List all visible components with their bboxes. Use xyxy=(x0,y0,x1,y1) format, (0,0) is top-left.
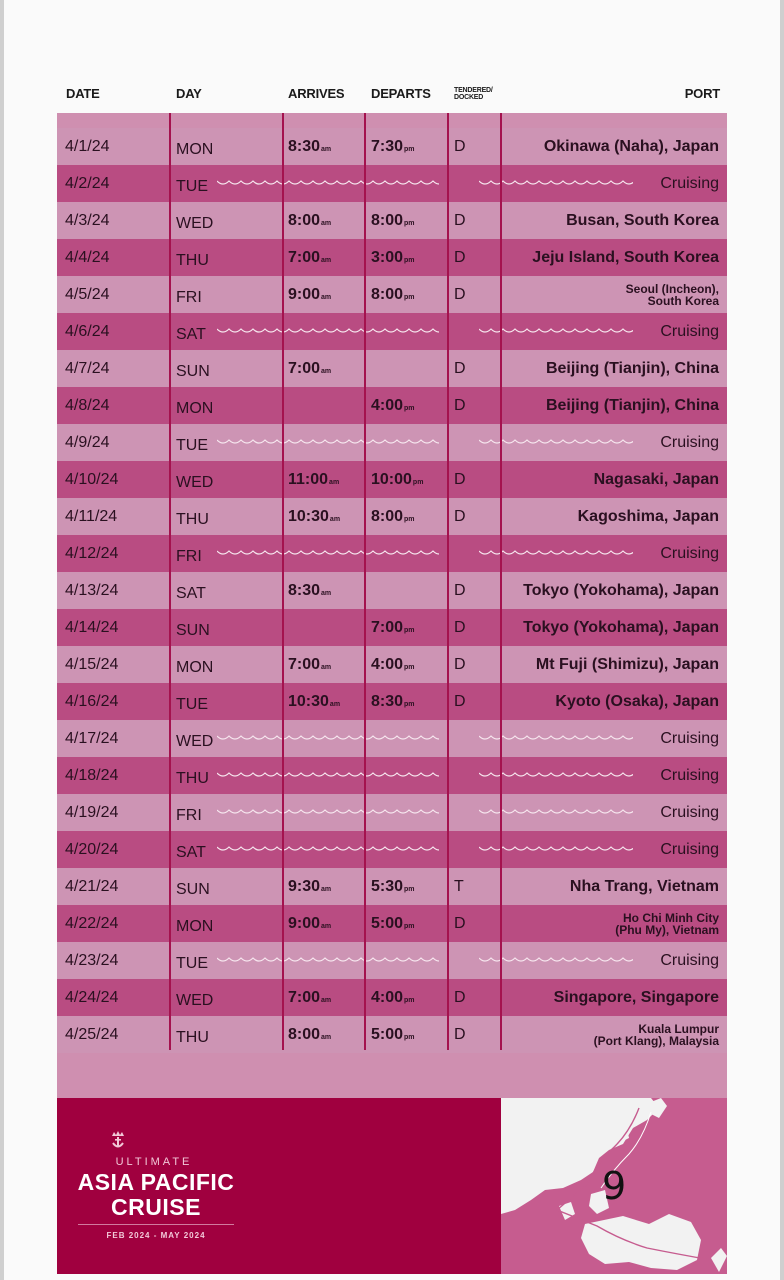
row-date: 4/3/24 xyxy=(65,212,110,229)
itinerary-row xyxy=(57,387,727,424)
cruising-wave xyxy=(217,177,439,187)
row-departs xyxy=(371,461,423,498)
row-day: MON xyxy=(176,918,214,935)
row-day: THU xyxy=(176,252,209,269)
depart-time: 3:00 xyxy=(371,249,404,266)
row-date: 4/6/24 xyxy=(65,323,110,340)
depart-time: 7:30 xyxy=(371,138,404,155)
row-day: WED xyxy=(176,215,214,232)
arrive-time: 7:00 xyxy=(288,249,321,266)
arrive-time: 9:00 xyxy=(288,915,321,932)
cruising-wave xyxy=(479,436,633,446)
row-port: Cruising xyxy=(660,804,719,821)
column-divider-port xyxy=(500,113,502,1050)
depart-time: 7:00 xyxy=(371,619,404,636)
row-day: SUN xyxy=(176,622,210,639)
depart-ampm: pm xyxy=(404,1034,415,1041)
depart-ampm: pm xyxy=(404,886,415,893)
row-tendered-docked: D xyxy=(454,249,466,266)
row-port: Singapore, Singapore xyxy=(553,989,719,1006)
row-date: 4/5/24 xyxy=(65,286,110,303)
row-tendered-docked: D xyxy=(454,656,466,673)
column-divider-tendered xyxy=(447,113,449,1050)
row-tendered-docked: D xyxy=(454,989,466,1006)
itinerary-row xyxy=(57,646,727,683)
header-port: PORT xyxy=(684,86,720,101)
column-divider-day xyxy=(169,113,171,1050)
row-port xyxy=(594,1023,719,1060)
cruising-wave xyxy=(479,732,633,742)
row-day: SAT xyxy=(176,326,206,343)
itinerary-row xyxy=(57,535,727,572)
row-date: 4/9/24 xyxy=(65,434,110,451)
row-day: FRI xyxy=(176,548,202,565)
cruising-wave xyxy=(217,769,439,779)
row-departs xyxy=(371,276,415,313)
row-port-line2: South Korea xyxy=(647,294,719,308)
row-arrives xyxy=(288,572,331,609)
row-date: 4/20/24 xyxy=(65,841,119,858)
row-tendered-docked: D xyxy=(454,471,466,488)
row-date: 4/18/24 xyxy=(65,767,119,784)
row-port: Cruising xyxy=(660,545,719,562)
itinerary-row xyxy=(57,905,727,942)
depart-time: 5:00 xyxy=(371,915,404,932)
itinerary-row xyxy=(57,868,727,905)
row-day: TUE xyxy=(176,696,208,713)
cruising-wave xyxy=(217,954,439,964)
itinerary-row xyxy=(57,202,727,239)
row-date: 4/17/24 xyxy=(65,730,119,747)
banner-title-line1: ASIA PACIFIC xyxy=(77,1169,235,1195)
itinerary-row xyxy=(57,350,727,387)
row-date: 4/24/24 xyxy=(65,989,119,1006)
depart-ampm: pm xyxy=(404,405,415,412)
row-day: TUE xyxy=(176,437,208,454)
row-tendered-docked: D xyxy=(454,582,466,599)
arrive-ampm: am xyxy=(329,516,341,523)
arrive-ampm: am xyxy=(321,590,332,597)
arrive-ampm: am xyxy=(321,1034,332,1041)
row-port: Cruising xyxy=(660,952,719,969)
arrive-time: 7:00 xyxy=(288,989,321,1006)
row-day: WED xyxy=(176,992,214,1009)
row-port-line1: Kuala Lumpur xyxy=(638,1022,719,1036)
arrive-time: 9:00 xyxy=(288,286,321,303)
depart-ampm: pm xyxy=(404,997,415,1004)
itinerary-row xyxy=(57,831,727,868)
row-departs xyxy=(371,683,415,720)
arrive-time: 7:00 xyxy=(288,656,321,673)
cruising-wave xyxy=(217,436,439,446)
australia-landmass xyxy=(581,1214,701,1270)
row-departs xyxy=(371,609,415,646)
banner-ultimate: ULTIMATE xyxy=(115,1156,193,1168)
depart-time: 5:00 xyxy=(371,1026,404,1043)
banner-title xyxy=(76,1170,236,1220)
depart-ampm: pm xyxy=(404,923,415,930)
row-date: 4/1/24 xyxy=(65,138,110,155)
row-tendered-docked: T xyxy=(454,878,464,895)
arrive-time: 8:30 xyxy=(288,138,321,155)
itinerary-row xyxy=(57,461,727,498)
frame-edge-right xyxy=(780,0,784,1280)
itinerary-row xyxy=(57,794,727,831)
depart-time: 5:30 xyxy=(371,878,404,895)
cruising-wave xyxy=(217,732,439,742)
row-date: 4/4/24 xyxy=(65,249,110,266)
row-date: 4/22/24 xyxy=(65,915,119,932)
row-tendered-docked: D xyxy=(454,212,466,229)
arrive-time: 8:30 xyxy=(288,582,321,599)
banner-title-line2: CRUISE xyxy=(111,1194,201,1220)
row-day: WED xyxy=(176,733,214,750)
itinerary-row xyxy=(57,572,727,609)
depart-ampm: pm xyxy=(404,516,415,523)
cruising-wave xyxy=(217,325,439,335)
row-port: Beijing (Tianjin), China xyxy=(545,360,719,377)
row-tendered-docked: D xyxy=(454,397,466,414)
row-date: 4/16/24 xyxy=(65,693,119,710)
row-tendered-docked: D xyxy=(454,693,466,710)
row-date: 4/10/24 xyxy=(65,471,119,488)
depart-ampm: pm xyxy=(404,294,415,301)
row-port: Cruising xyxy=(660,434,719,451)
cruising-wave xyxy=(479,806,633,816)
header-arrives: ARRIVES xyxy=(288,86,345,101)
header-tendered-docked xyxy=(454,87,493,101)
row-departs xyxy=(371,498,415,535)
row-port: Tokyo (Yokohama), Japan xyxy=(523,619,719,636)
row-port: Kagoshima, Japan xyxy=(577,508,719,525)
depart-time: 8:00 xyxy=(371,212,404,229)
row-day: MON xyxy=(176,141,214,158)
itinerary-row xyxy=(57,683,727,720)
itinerary-row xyxy=(57,942,727,979)
cruising-wave xyxy=(479,547,633,557)
itinerary-row xyxy=(57,720,727,757)
depart-ampm: pm xyxy=(404,701,415,708)
row-port-line2: (Phu My), Vietnam xyxy=(615,923,719,937)
arrive-ampm: am xyxy=(321,146,332,153)
itinerary-row xyxy=(57,498,727,535)
row-port: Nha Trang, Vietnam xyxy=(569,878,719,895)
depart-time: 4:00 xyxy=(371,397,404,414)
row-port: Busan, South Korea xyxy=(566,212,719,229)
itinerary-row xyxy=(57,165,727,202)
row-port: Cruising xyxy=(660,767,719,784)
row-date: 4/19/24 xyxy=(65,804,119,821)
arrive-ampm: am xyxy=(321,220,332,227)
depart-time: 8:00 xyxy=(371,508,404,525)
row-day: THU xyxy=(176,770,209,787)
royal-crown-anchor-icon xyxy=(110,1130,126,1150)
row-day: THU xyxy=(176,1029,209,1046)
depart-ampm: pm xyxy=(412,479,424,486)
row-departs xyxy=(371,1016,415,1053)
row-arrives xyxy=(288,979,331,1016)
itinerary-row xyxy=(57,979,727,1016)
row-tendered-docked: D xyxy=(454,619,466,636)
arrive-ampm: am xyxy=(321,997,332,1004)
row-day: THU xyxy=(176,511,209,528)
row-date: 4/8/24 xyxy=(65,397,110,414)
arrive-ampm: am xyxy=(329,479,340,486)
arrive-time: 8:00 xyxy=(288,1026,321,1043)
row-port: Cruising xyxy=(660,323,719,340)
row-date: 4/13/24 xyxy=(65,582,119,599)
island-borneo xyxy=(559,1202,575,1220)
row-day: SAT xyxy=(176,585,206,602)
row-tendered-docked: D xyxy=(454,1026,466,1043)
row-departs xyxy=(371,905,415,942)
row-departs xyxy=(371,202,415,239)
row-port: Tokyo (Yokohama), Japan xyxy=(523,582,719,599)
row-port-line1: Seoul (Incheon), xyxy=(625,282,719,296)
itinerary-row xyxy=(57,609,727,646)
cruising-wave xyxy=(479,769,633,779)
depart-time: 8:30 xyxy=(371,693,404,710)
itinerary-row xyxy=(57,128,727,165)
cruising-wave xyxy=(479,954,633,964)
row-arrives xyxy=(288,683,340,720)
japan-island xyxy=(651,1098,667,1118)
row-date: 4/21/24 xyxy=(65,878,119,895)
row-day: SUN xyxy=(176,881,210,898)
depart-ampm: pm xyxy=(404,146,415,153)
arrive-time: 10:30 xyxy=(288,508,329,525)
depart-ampm: pm xyxy=(404,257,415,264)
banner-dates: FEB 2024 - MAY 2024 xyxy=(106,1231,206,1240)
row-port: Mt Fuji (Shimizu), Japan xyxy=(535,656,719,673)
row-date: 4/2/24 xyxy=(65,175,110,192)
row-tendered-docked: D xyxy=(454,138,466,155)
arrive-time: 10:30 xyxy=(288,693,329,710)
arrive-ampm: am xyxy=(321,664,332,671)
row-arrives xyxy=(288,461,339,498)
new-zealand xyxy=(711,1248,727,1272)
row-departs xyxy=(371,868,415,905)
row-date: 4/12/24 xyxy=(65,545,119,562)
itinerary-row xyxy=(57,276,727,313)
arrive-time: 11:00 xyxy=(288,471,329,488)
depart-ampm: pm xyxy=(404,627,415,634)
row-day: MON xyxy=(176,659,214,676)
depart-time: 10:00 xyxy=(371,471,412,488)
column-divider-arrives xyxy=(282,113,284,1050)
row-day: FRI xyxy=(176,289,202,306)
row-port: Jeju Island, South Korea xyxy=(532,249,719,266)
row-arrives xyxy=(288,350,331,387)
row-day: SUN xyxy=(176,363,210,380)
depart-ampm: pm xyxy=(404,220,415,227)
arrive-ampm: am xyxy=(321,923,332,930)
cruising-wave xyxy=(217,806,439,816)
itinerary-row xyxy=(57,424,727,461)
row-date: 4/7/24 xyxy=(65,360,110,377)
row-port: Cruising xyxy=(660,841,719,858)
row-arrives xyxy=(288,239,331,276)
header-tendered-line1: TENDERED/ xyxy=(454,87,493,94)
row-departs xyxy=(371,979,415,1016)
row-arrives xyxy=(288,646,331,683)
itinerary-row xyxy=(57,757,727,794)
row-arrives xyxy=(288,498,340,535)
header-date: DATE xyxy=(66,86,100,101)
row-port: Beijing (Tianjin), China xyxy=(545,397,719,414)
arrive-time: 7:00 xyxy=(288,360,321,377)
cruising-wave xyxy=(479,325,633,335)
banner-rule xyxy=(78,1224,234,1225)
row-day: FRI xyxy=(176,807,202,824)
row-day: WED xyxy=(176,474,214,491)
row-port: Okinawa (Naha), Japan xyxy=(543,138,719,155)
row-port-line1: Ho Chi Minh City xyxy=(623,911,719,925)
row-day: TUE xyxy=(176,955,208,972)
depart-time: 4:00 xyxy=(371,989,404,1006)
row-date: 4/25/24 xyxy=(65,1026,119,1043)
arrive-ampm: am xyxy=(321,257,332,264)
row-date: 4/14/24 xyxy=(65,619,119,636)
row-arrives xyxy=(288,128,331,165)
cruising-wave xyxy=(217,547,439,557)
itinerary-row xyxy=(57,239,727,276)
cruising-wave xyxy=(217,843,439,853)
itinerary-row xyxy=(57,1016,727,1053)
row-tendered-docked: D xyxy=(454,360,466,377)
row-day: SAT xyxy=(176,844,206,861)
itinerary-row xyxy=(57,313,727,350)
arrive-ampm: am xyxy=(321,368,332,375)
row-port: Cruising xyxy=(660,730,719,747)
arrive-ampm: am xyxy=(329,701,341,708)
row-date: 4/11/24 xyxy=(65,508,118,525)
row-arrives xyxy=(288,905,331,942)
row-arrives xyxy=(288,868,331,905)
row-port: Cruising xyxy=(660,175,719,192)
arrive-time: 8:00 xyxy=(288,212,321,229)
row-arrives xyxy=(288,276,331,313)
row-tendered-docked: D xyxy=(454,286,466,303)
arrive-time: 9:30 xyxy=(288,878,321,895)
row-day: MON xyxy=(176,400,214,417)
column-divider-departs xyxy=(364,113,366,1050)
header-tendered-line2: DOCKED xyxy=(454,94,484,101)
row-departs xyxy=(371,387,415,424)
row-day: TUE xyxy=(176,178,208,195)
arrive-ampm: am xyxy=(321,294,332,301)
page-number: 9 xyxy=(602,1164,627,1208)
row-departs xyxy=(371,239,415,276)
header-day: DAY xyxy=(176,86,202,101)
depart-time: 8:00 xyxy=(371,286,404,303)
depart-time: 4:00 xyxy=(371,656,404,673)
row-date: 4/15/24 xyxy=(65,656,119,673)
row-port-line2: (Port Klang), Malaysia xyxy=(593,1034,719,1048)
row-arrives xyxy=(288,202,331,239)
row-tendered-docked: D xyxy=(454,508,466,525)
row-departs xyxy=(371,128,415,165)
header-departs: DEPARTS xyxy=(371,86,431,101)
arrive-ampm: am xyxy=(321,886,332,893)
row-tendered-docked: D xyxy=(454,915,466,932)
row-departs xyxy=(371,646,415,683)
depart-ampm: pm xyxy=(404,664,415,671)
row-port: Nagasaki, Japan xyxy=(593,471,719,488)
row-date: 4/23/24 xyxy=(65,952,119,969)
cruising-wave xyxy=(479,843,633,853)
row-arrives xyxy=(288,1016,331,1053)
row-port: Kyoto (Osaka), Japan xyxy=(555,693,719,710)
cruising-wave xyxy=(479,177,633,187)
